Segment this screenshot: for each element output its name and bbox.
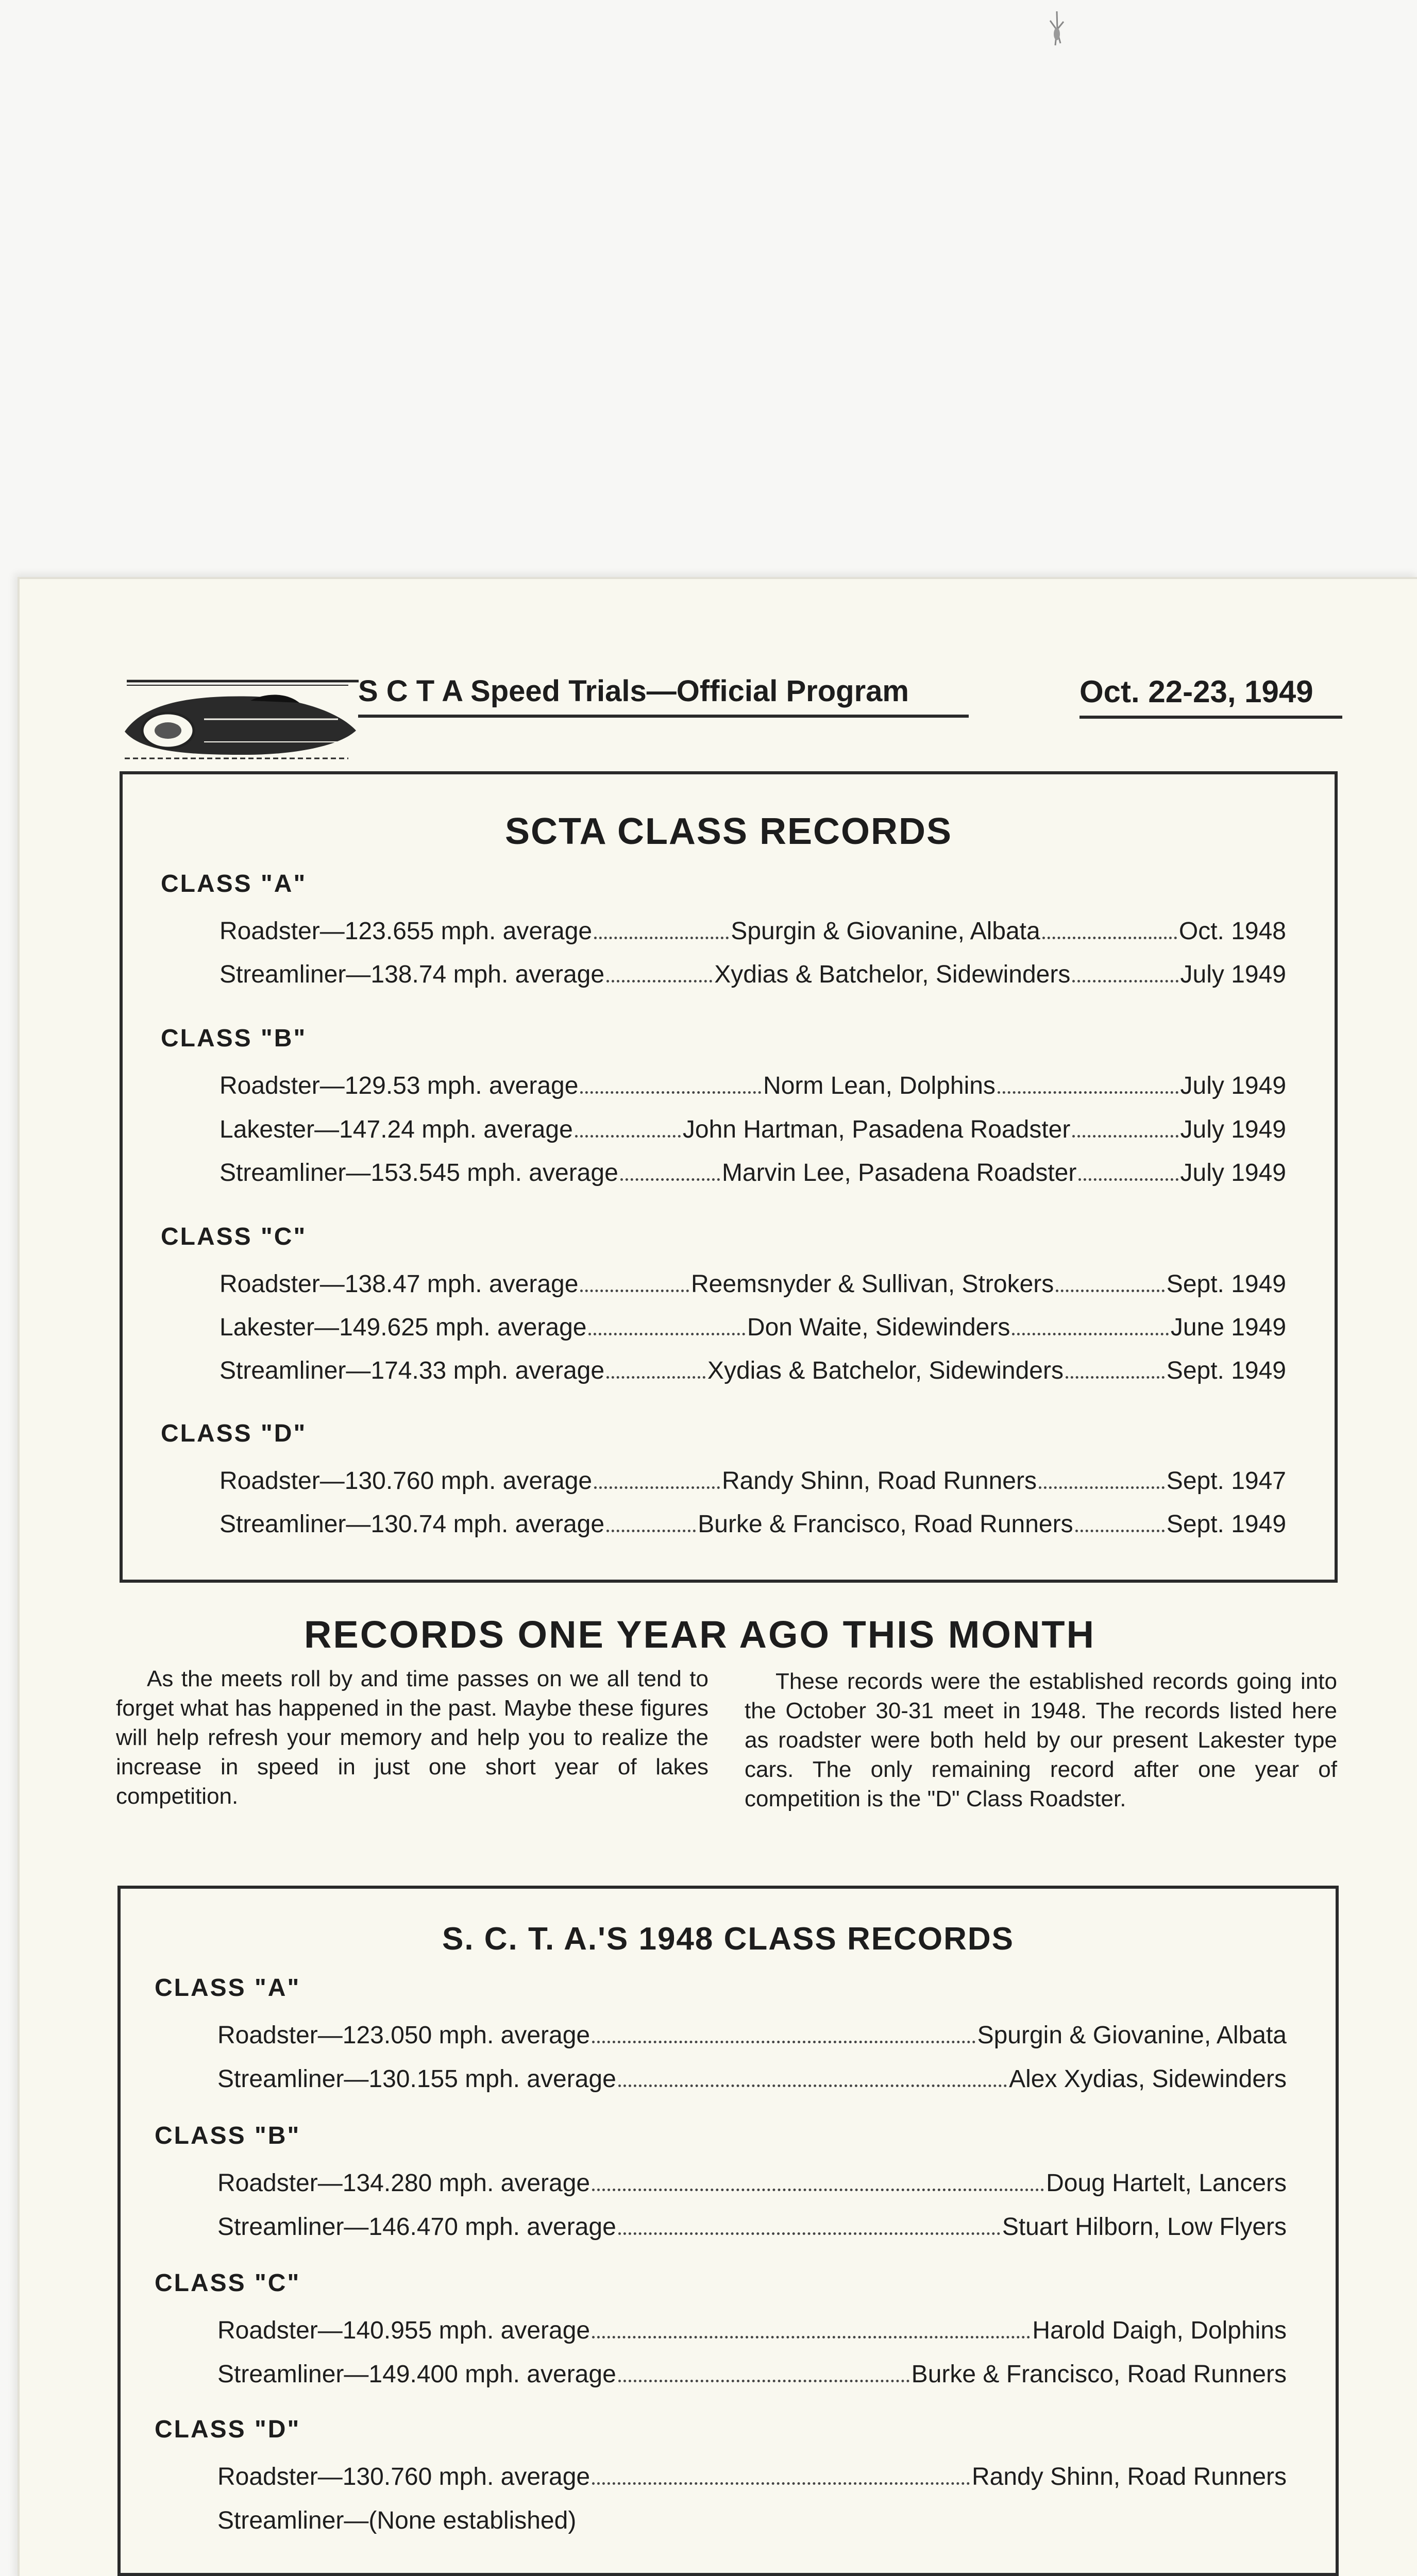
records-1948-title: S. C. T. A.'S 1948 CLASS RECORDS xyxy=(442,1921,1015,1957)
class-a-heading: CLASS "A" xyxy=(161,870,307,897)
speck-mark xyxy=(1045,9,1069,59)
record-row: Streamliner—138.74 mph. average Xydias & Batchelor, Sidewinders July 1949 xyxy=(220,961,1286,988)
program-date: Oct. 22-23, 1949 xyxy=(1079,674,1342,719)
record-row: Roadster—130.760 mph. average Randy Shinn, Road Runners xyxy=(217,2463,1287,2490)
record-row: Streamliner—130.155 mph. average Alex Xydias, Sidewinders xyxy=(217,2065,1287,2093)
record-row: Roadster—140.955 mph. average Harold Daigh, Dolphins xyxy=(217,2317,1287,2344)
class-d-heading: CLASS "D" xyxy=(155,2416,301,2443)
record-row: Streamliner—174.33 mph. average Xydias & Batchelor, Sidewinders Sept. 1949 xyxy=(220,1357,1286,1384)
record-row: Roadster—130.760 mph. average Randy Shinn, Road Runners Sept. 1947 xyxy=(220,1467,1286,1495)
current-records-box xyxy=(120,771,1338,1583)
class-b-heading: CLASS "B" xyxy=(161,1025,307,1052)
year-ago-left-paragraph: As the meets roll by and time passes on we all tend to forget what has happened in the past. Maybe these figures will help refresh your memory and help you to realize the increase in speed in just one short year of lakes competition. xyxy=(116,1666,709,1809)
class-c-heading: CLASS "C" xyxy=(161,1223,307,1250)
class-d-heading: CLASS "D" xyxy=(161,1420,307,1447)
record-row: Streamliner—(None established) xyxy=(217,2507,577,2534)
record-row: Roadster—129.53 mph. average Norm Lean, Dolphins July 1949 xyxy=(220,1072,1286,1099)
class-b-heading: CLASS "B" xyxy=(155,2122,301,2149)
record-row: Lakester—149.625 mph. average Don Waite, Sidewinders June 1949 xyxy=(220,1314,1286,1341)
program-title: S C T A Speed Trials—Official Program xyxy=(358,674,969,718)
streamliner-car-icon xyxy=(122,670,359,765)
record-row: Roadster—138.47 mph. average Reemsnyder & Sullivan, Strokers Sept. 1949 xyxy=(220,1270,1286,1298)
record-row: Roadster—134.280 mph. average Doug Hartelt, Lancers xyxy=(217,2170,1287,2197)
class-a-heading: CLASS "A" xyxy=(155,1974,301,2002)
current-records-title: SCTA CLASS RECORDS xyxy=(504,811,953,852)
record-row: Roadster—123.655 mph. average Spurgin & Giovanine, Albata Oct. 1948 xyxy=(220,918,1286,945)
year-ago-title: RECORDS ONE YEAR AGO THIS MONTH xyxy=(303,1613,1096,1656)
record-row: Lakester—147.24 mph. average John Hartman, Pasadena Roadster July 1949 xyxy=(220,1116,1286,1143)
record-row: Streamliner—130.74 mph. average Burke & Francisco, Road Runners Sept. 1949 xyxy=(220,1511,1286,1538)
year-ago-right-paragraph: These records were the established records going into the October 30-31 meet in 1948. The records listed here as roadster were both held by our present Lakester type cars. The only remaining record after one year of competition is the "D" Class Roadster. xyxy=(745,1669,1337,1811)
record-row: Roadster—123.050 mph. average Spurgin & Giovanine, Albata xyxy=(217,2022,1287,2049)
records-1948-box xyxy=(117,1886,1339,2576)
record-row: Streamliner—149.400 mph. average Burke & Francisco, Road Runners xyxy=(217,2361,1287,2388)
record-row: Streamliner—146.470 mph. average Stuart Hilborn, Low Flyers xyxy=(217,2213,1287,2241)
class-c-heading: CLASS "C" xyxy=(155,2269,301,2297)
record-row: Streamliner—153.545 mph. average Marvin Lee, Pasadena Roadster July 1949 xyxy=(220,1159,1286,1187)
